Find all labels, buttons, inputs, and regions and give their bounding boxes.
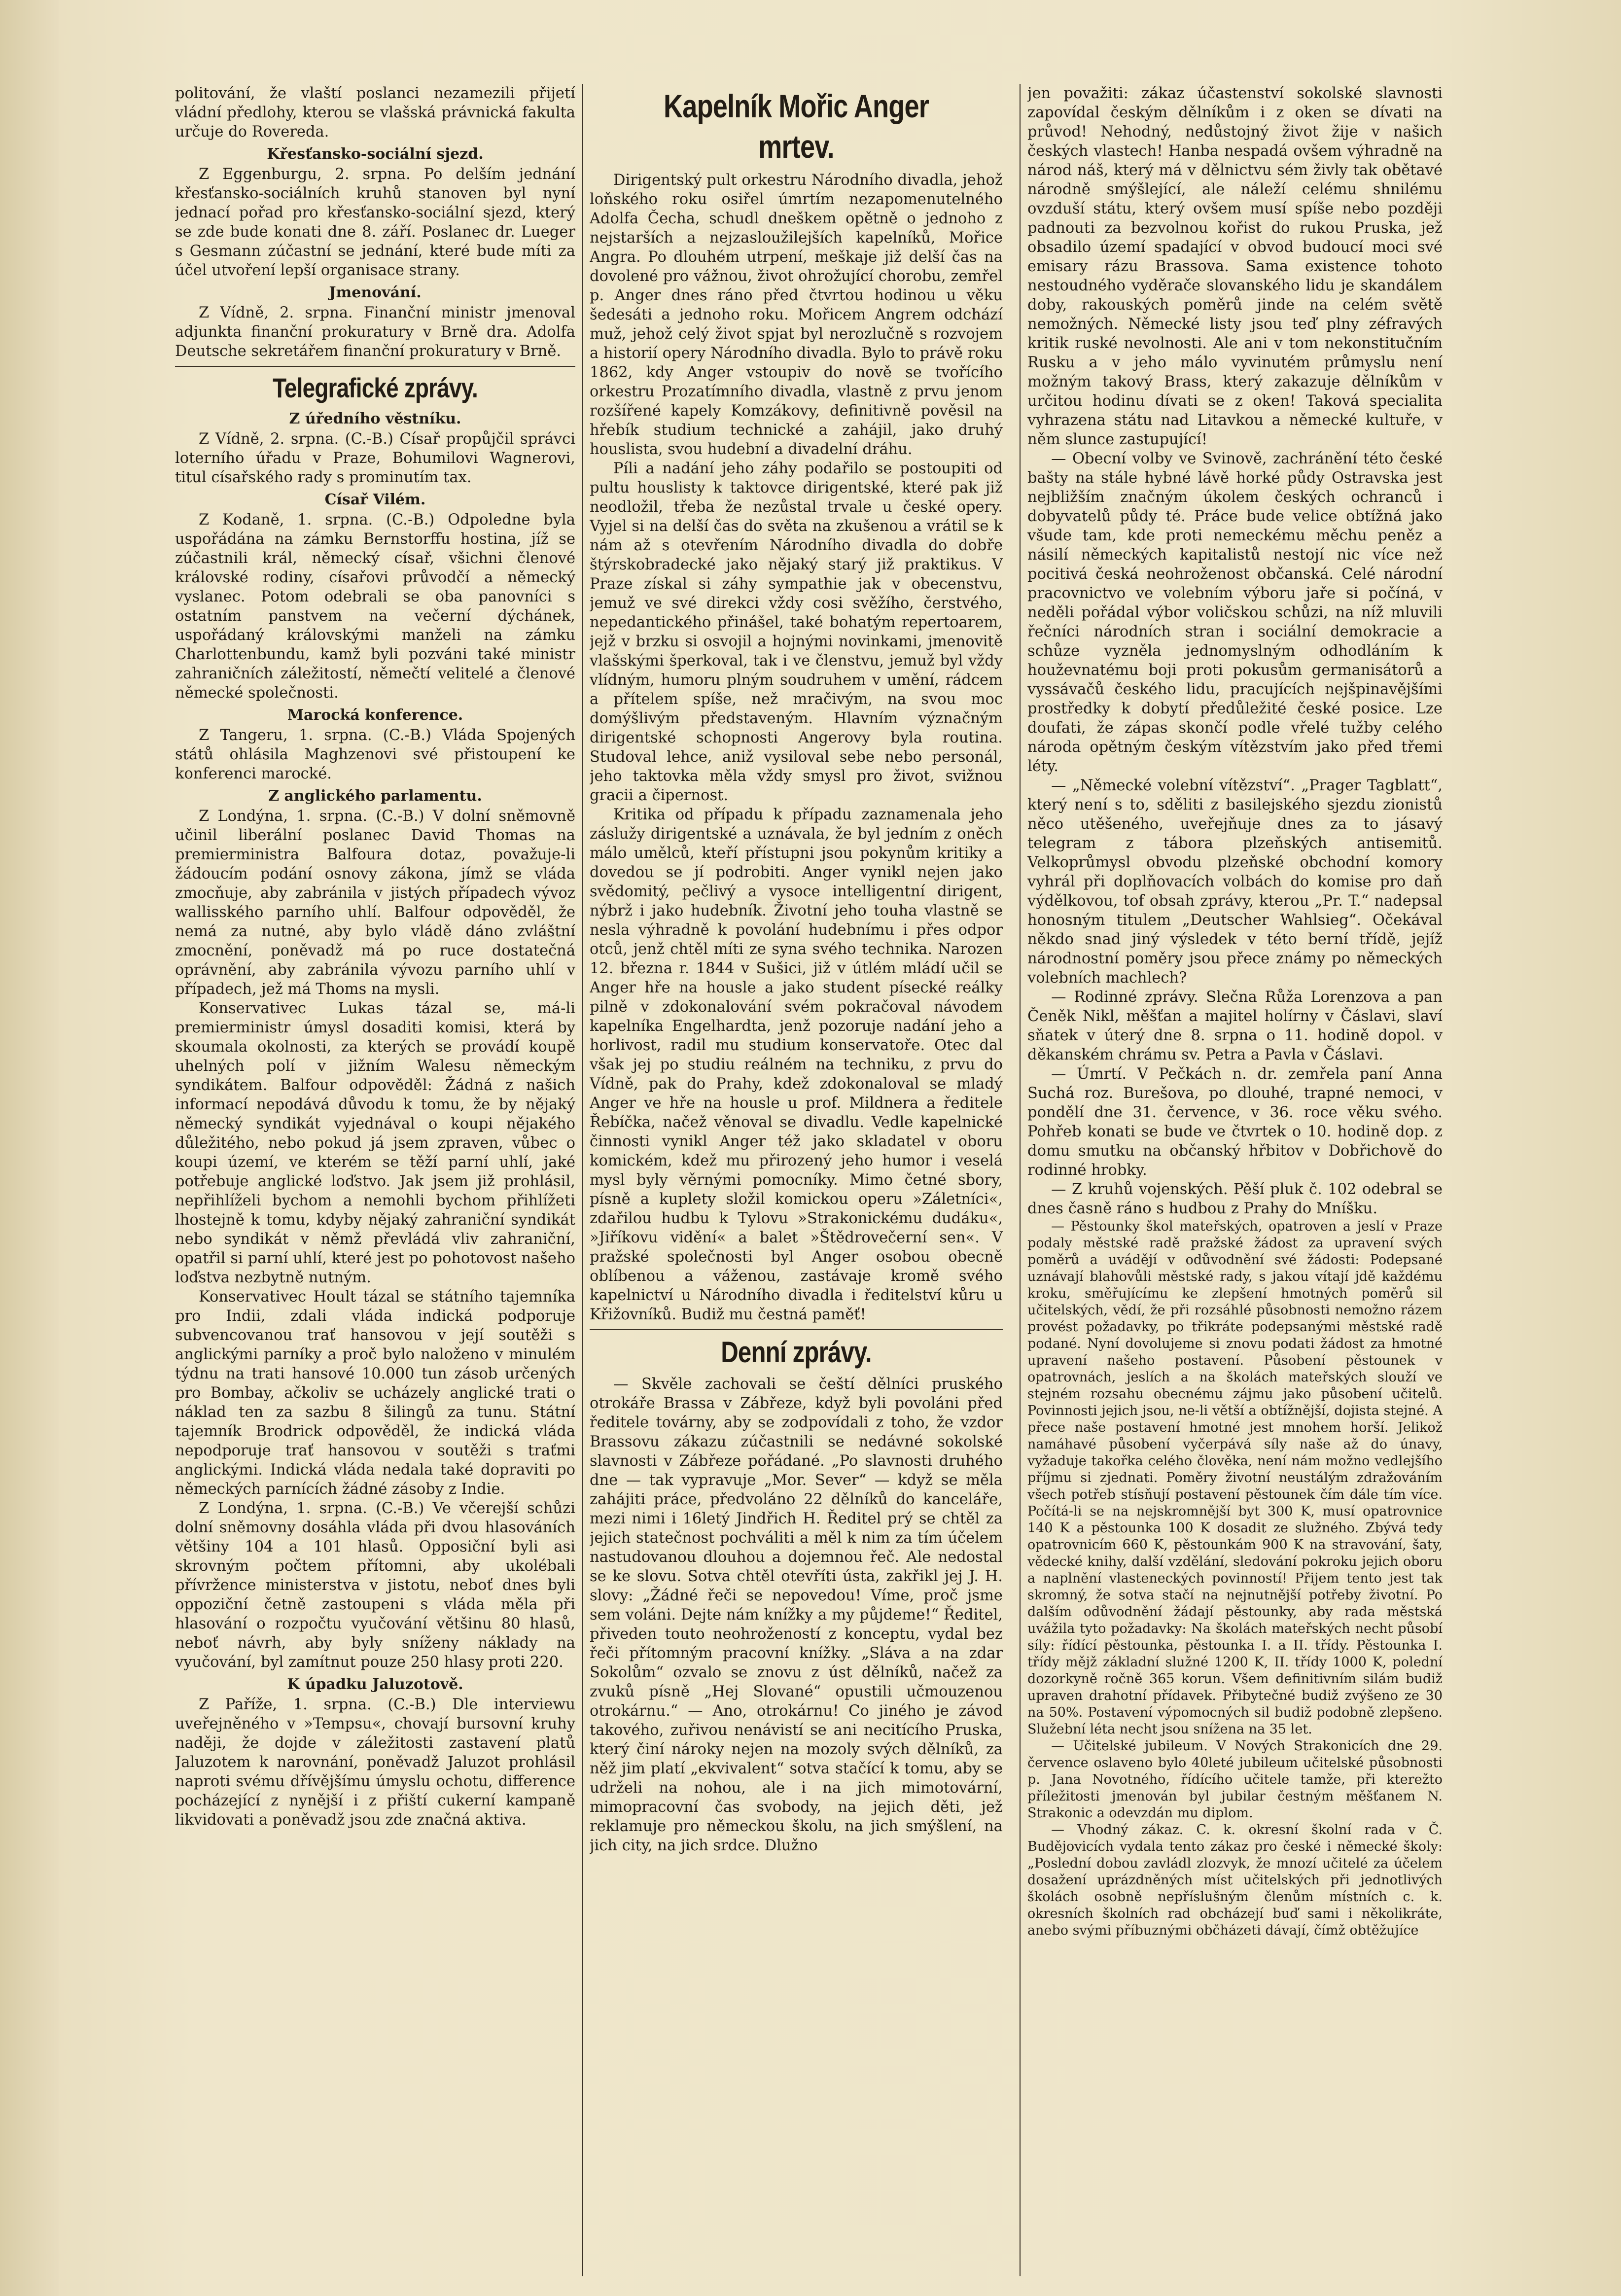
- heading-denni-zpravy: Denní zprávy.: [721, 1336, 872, 1369]
- heading-kapelnik-anger: Kapelník Mořic Anger mrtev.: [664, 88, 929, 165]
- column-rule: [1020, 84, 1021, 2276]
- article-marocka-konference: Z Tangeru, 1. srpna. (C.-B.) Vláda Spojených států ohlásila Maghzenovi své přistoupení ke konferenci marocké.: [175, 727, 575, 782]
- article-anger-1: Dirigentský pult orkestru Národního divadla, jehož loňského roku osiřel úmrtím nezapomenutelného Adolfa Čecha, schudl dneškem opětně o jednoho z nejstarších a nejzasloužilejších kapelníků, Mořice Angra. Po dlouhém utrpení, meškaje již delší čas na dovolené pro vážnou, život ohrožující chorobu, zemřel p. Anger dnes ráno před čtvrtou hodinou u věku šedesáti a jednoho roku. Mořicem Angrem odchází muž, jehož celý život spjat byl nerozlučně s rozvojem a historií opery Národního divadla. Bylo to právě roku 1862, kdy Anger vstoupiv do nově se tvořícího orkestru Prozatímního divadla, vlastně z prvu jenom rozšířené kapely Komzákovy, definitivně pověsil na hřebík studium technické a zahájil, jako druhý houslista, svou hudební a divadelní dráhu.: [590, 172, 1003, 458]
- article-obecni-volby-svinov: — Obecní volby ve Svinově, zachránění této české bašty na stále hybné lávě horké půdy Ostravska jest nejbližším značným úkolem českých ochranců i dobyvatelů půdy té. Práce bude velice obtížná jako všude tam, kde proti nemeckému měchu peněz a násilí německých kapitalistů nestojí nic více než pocitivá česká neohroženost občanská. Celé národní pracovnictvo ve volebním výboru jaře si počíná, v neděli pořádal výbor voličskou schůzi, na níž mluvili řečníci národních stran i sociální demokracie a schůze vyzněla jednomyslným odhodláním k houževnatému boji proti pokusům germanisátorů a vyssávačů českého lidu, pracujících nejšpinavějšími prostředky k dobytí předůležité české posice. Lze doufati, že zápas skončí podle vřelé tužby celého národa opětným českým vítězstvím jako před třemi léty.: [1027, 450, 1443, 775]
- article-uredni-vestnik: Z Vídně, 2. srpna. (C.-B.) Císař propůjčil správci loterního úřadu v Praze, Bohumilovi Wagnerovi, titul císařského rady s prominutím tax.: [175, 430, 575, 486]
- article-continuation: politování, že vlaští poslanci nezamezili přijetí vládní předlohy, kterou se vlašská právnická fakulta určuje do Rovereda.: [175, 85, 575, 141]
- column-1: [175, 84, 575, 2276]
- article-anglicky-parlament-3: Konservativec Hoult tázal se státního tajemníka pro Indii, zdali vláda indická podporuje subvencovanou trať hansovou v její soutěži s anglickými parníky a proč bylo naloženo v minulém týdnu na trati hansové 10.000 tun zásob určených pro Bombay, ačkoliv se ucházely anglické trati o náklad ten za sazbu 8 šilingů za tunu. Státní tajemník Brodrick odpověděl, že indická vláda nepodporuje trať hansovou v soutěži s traťmi anglickými. Indická vláda nedala také dopraviti po německých parnících žádné zásoby z Indie.: [175, 1288, 575, 1498]
- subheading-upadek-jaluzot: K úpadku Jaluzotově.: [287, 1676, 463, 1693]
- subheading-marocka-konference: Marocká konference.: [287, 706, 463, 724]
- subheading-anglicky-parlament: Z anglického parlamentu.: [268, 787, 482, 805]
- column-rule: [582, 84, 583, 2276]
- article-cisar-vilem: Z Kodaně, 1. srpna. (C.-B.) Odpoledne byla uspořádána na zámku Bernstorffu hostina, jíž se zúčastnili král, německý císař, všichni členové královské rodiny, císařovi průvodčí a německý vyslanec. Potom odebrali se oba panovníci s ostatním panstvem na večerní dýchánek, uspořádaný královskými manželi na zámku Charlottenbundu, kamž byli pozváni také ministr zahraničních záležitostí, němečtí velitelé a členové německé společnosti.: [175, 511, 575, 702]
- subheading-jmenovani: Jmenování.: [329, 284, 422, 301]
- subheading-cisar-vilem: Císař Vilém.: [324, 491, 426, 508]
- article-brass-continuation: jen považiti: zákaz účastenství sokolské slavnosti zapovídal českým dělníkům i z oken se dívati na průvod! Nehodný, nedůstojný život žije v našich českých vlastech! Hanba nespadá ovšem výhradně na národ náš, který má v dělnictvu sém živly tak obětavé národně smýšlející, ale náleží celému shnilému ovzduší státu, který ovšem musí spíše nebo později padnouti za bezvolnou kořist do rukou Pruska, jež obsadilo území spadající v obvod budoucí moci své emisary rázu Brassova. Sama existence tohoto nestoudného vyděrače slovanského lidu je skandálem doby, rakouských poměrů jinde na celém světě nemožných. Německé listy jsou teď plny zéfravých kritik ruské nevolnosti. Ale ani v tom nekonstitučním Rusku a v jeho málo vyvinutém průmyslu není možným takový Brass, který zakazuje dělníkům v určitou hodinu dívati se z oken! Taková specialita vyhrazena státu nad Litavkou a německé kultuře, v něm slunce zastupující!: [1027, 85, 1443, 448]
- article-pestounky: — Pěstounky škol mateřských, opatroven a jeslí v Praze podaly městské radě pražské žádost za upravení svých poměrů a uvádějí v odůvodnění své žádosti: Podepsané uznávají blahovůli městské rady, s jakou vítají jdě každému kroku, směřujícímu ke zlepšení hmotných poměrů sil učitelských, vědí, že při rozsáhlé působnosti nemožno rázem provést požadavky, po třikráte podepsanými městské radě podané. Nyní dovolujeme si znovu podati žádost za hmotné upravení našeho postavení. Působení pěstounek v opatrovnách, jeslích a na školách mateřských slouží ve stejném rozsahu obecnému zájmu jako působení učitelů. Povinnosti jejich jsou, ne-li větší a obtížnější, dojista stejné. A přece naše postavení hmotné jest mnohem horší. Jelikož namáhavé působení vyčerpává síly naše až do únavy, vyžaduje takořka celého člověka, není nám možno vedlejšího příjmu si zjednati. Poměry životní neustálým zdražováním všech potřeb stísňují postavení pěstounek čím dále tím více. Počítá-li se na nejskromnější byt 300 K, musí opatrovnice 140 K a pěstounka 100 K dosadit ze služného. Zbývá tedy opatrovnicím 660 K, pěstounkám 900 K na stravování, šaty, vědecké knihy, další vzdělání, sledování pokroku jejich oboru a naplnění vlasteneckých povinností! Přijem tento jest tak skromný, že sotva stačí na nejnutnější potřeby životní. Po dalším odůvodnění žádají pěstounky, aby rada městská uvážila tyto požadavky: Na školách mateřských necht působí síly: řídící pěstounka, pěstounka I. a II. třídy. Pěstounka I. třídy mějž základní služné 1200 K, II. třídy 1000 K, polední dozorkyně ročně 365 korun. Všem definitivním silám budiž upraven drahotní přídavek. Přibytečné budiž zvýšeno ze 30 na 50%. Postavení výpomocných sil budiž podobně zlepšeno. Služební léta necht jsou snížena na 35 let.: [1027, 1219, 1443, 1737]
- column-2: [590, 84, 1003, 2276]
- column-3: [1027, 84, 1443, 2276]
- page-edge: [0, 0, 59, 2296]
- article-anglicky-parlament-4: Z Londýna, 1. srpna. (C.-B.) Ve včerejší schůzi dolní sněmovny dosáhla vláda při dvou hlasováních většiny 104 a 101 hlasů. Opposiční byli asi skrovným počtem přítomni, aby ukolébali přívržence ministerstva v jistotu, neboť dnes byli oppoziční četně zastoupeni s vláda měla při hlasování o rozpočtu vyučování většinu 80 hlasů, neboť návrh, aby byly sníženy náklady na vyučování, byl zamítnut pouze 250 hlasy proti 220.: [175, 1500, 575, 1671]
- article-umrti: — Úmrtí. V Pečkách n. dr. zemřela paní Anna Suchá roz. Burešova, po dlouhé, trapné nemoci, v pondělí dne 31. července, v 36. roce věku svého. Pohřeb konati se bude ve čtvrtek o 10. hodině dop. z domu smutku na občanský hřbitov v Dobřichově do rodinné hrobky.: [1027, 1065, 1443, 1179]
- article-anglicky-parlament-2: Konservativec Lukas tázal se, má-li premierministr úmysl dosaditi komisi, která by skoumala okolnosti, za kterých se provádí koupě uhelných polí v jižním Walesu německým syndikátem. Balfour odpověděl: Žádná z našich informací nepodává důvodu k tomu, že by nějaký německý syndikát vyjednával o koupi nějakého důležitého, nebo pokud já jsem zpraven, vůbec o koupi území, ve kterém se těží parní uhlí, jaké potřebuje anglické loďstvo. Jak jsem již prohlásil, nepřihlíželi bychom a nemohli bychom přihlížeti lhostejně k tomu, kdyby nějaký zahraniční syndikát nebo syndikát v němž převládá vliv zahraniční, opatřil si parní uhlí, které jest po pohotovost našeho loďstva nezbytně nutným.: [175, 1000, 575, 1286]
- subheading-uredni-vestnik: Z úředního věstníku.: [289, 410, 461, 427]
- article-upadek-jaluzot: Z Paříže, 1. srpna. (C.-B.) Dle interviewu uveřejněného v »Tempsu«, chovají bursovní kruhy naději, že dojde v záležitosti zastavení platů Jaluzotem k narovnání, poněvadž Jaluzot prohlásil naproti svému dřívějšímu úmyslu ochotu, difference pocházející z nynější i z přiští cukerní kampaně likvidovati a poněvadž jsou zde značná aktiva.: [175, 1696, 575, 1829]
- article-jmenovani: Z Vídně, 2. srpna. Finanční ministr jmenoval adjunkta finanční prokuratury v Brně dra. Adolfa Deutsche sekretářem finanční prokuratury v Brně.: [175, 304, 575, 360]
- heading-telegraficke-zpravy: Telegrafické zprávy.: [273, 372, 478, 403]
- section-divider: [175, 366, 575, 367]
- article-brass-zabreh: — Skvěle zachovali se čeští dělníci pruského otrokáře Brassa v Zábřeze, když byli povoláni před ředitele továrny, aby se zodpovídali z toho, že vzdor Brassovu zákazu zúčastnili se nedávné sokolské slavnosti v Zábřeze pořádané. „Po slavnosti druhého dne — tak vypravuje „Mor. Sever“ — když se měla zahájiti práce, předvoláno 22 dělníků do kanceláře, mezi nimi i 16letý Jindřich H. Ředitel prý se chtěl za jejich statečnost pochváliti a měl k nim za tím účelem nastudovanou dlouhou a dojemnou řeč. Ale nedostal se ke slovu. Sotva chtěl otevříti ústa, zakřikl jej J. H. slovy: „Žádné řeči se nepovedou! Víme, proč jsme sem voláni. Dejte nám knížky a my půjdeme!“ Ředitel, přiveden touto neohrožeností z konceptu, vydal bez řeči přítomným pracovní knížky. „Sláva a na zdar Sokolům“ ozvalo se znovu z úst dělníků, načež za zvuků písně „Hej Slované“ opustili učmouzenou otrokárnu.“ — Ano, otrokárnu! Co jiného je závod takového, zuřivou nenávistí se ani necitícího Pruska, který činí nároky nejen na mozoly svých dělníků, za něž jim platí „ekvivalent“ sotva stačící k tomu, aby se udrželi na nohou, ale i na jich mimotovární, mimopracovní čas svobody, na jejich děti, jež reklamuje pro německou školu, na jich smýšlení, na jich city, na jich srdce. Dlužno: [590, 1376, 1003, 1854]
- article-anger-2: Píli a nadání jeho záhy podařilo se postoupiti od pultu houslisty k taktovce dirigentské, které pak již neodložil, třeba že nezůstal trvale u české opery. Vyjel si na delší čas do světa na zkušenou a vrátil se k nám až s otevřením Národního divadla do dobře štýrskobradecké jako nějaký starý již praktikus. V Praze získal si záhy sympathie jak v obecenstvu, jemuž ve své direkci vždy cosi svěžího, čerstvého, nepedantického přinášel, také bohatým repertoarem, jejž v brzku si osvojil a hojnými novinkami, jmenovitě vlašskými šperkoval, tak i ve členstvu, jemuž byl vždy vlídným, humoru plným soudruhem v umění, rádcem a přítelem spíše, než mračivým, na svou moc domýšlivým představeným. Hlavním význačným dirigentské schopnosti Angerovy byla routina. Studoval lehce, aniž vysiloval sebe nebo personál, jeho taktovka měla vždy smysl pro život, svižnou gracii a čipernost.: [590, 460, 1003, 804]
- article-rodinne-zpravy: — Rodinné zprávy. Slečna Růža Lorenzova a pan Čeněk Nikl, měšťan a majitel holírny v Čáslavi, slaví sňatek v úterý dne 8. srpna o 11. hodině dopol. v děkanském chrámu sv. Petra a Pavla v Čáslavi.: [1027, 989, 1443, 1063]
- article-vojenske-kruhy: — Z kruhů vojenských. Pěší pluk č. 102 odebral se dnes časně ráno s hudbou z Prahy do Mníšku.: [1027, 1181, 1443, 1217]
- article-krestansko-socialni: Z Eggenburgu, 2. srpna. Po delším jednání křesťansko-sociálních kruhů stanoven byl nyní jednací pořad pro křesťansko-sociální sjezd, který se zde bude konati dne 8. září. Poslanec dr. Lueger s Gesmann zúčastní se jednání, které bude míti za účel utvoření lepší organisace strany.: [175, 166, 575, 279]
- article-ucitelske-jubileum: — Učitelské jubileum. V Nových Strakonicích dne 29. července oslaveno bylo 40leté jubileum učitelské působnosti p. Jana Novotného, řídícího učitele tamže, při kterežto příležitosti jmenován byl jubilar čestným měšťanem N. Strakonic a odevzdán mu diplom.: [1027, 1738, 1443, 1821]
- section-divider: [590, 1329, 1003, 1330]
- article-vhodny-zakaz: — Vhodný zákaz. C. k. okresní školní rada v Č. Budějovicích vydala tento zákaz pro české i německé školy: „Poslední dobou zavládl zlozvyk, že mnozí učitelé za účelem dosažení uprázdněných míst učitelských při jednotlivých školách osobně nepříslušným členům místních c. k. okresních školních rad obcházejí buď sami i několikráte, anebo svými příbuznými občházeti dávají, čímž obtěžujíce: [1027, 1822, 1443, 1938]
- subheading-krestansko-socialni: Křesťansko-sociální sjezd.: [267, 145, 484, 163]
- article-nemecke-volebni-vitezstvi: — „Německé volební vítězství“. „Prager Tagblatt“, který není s to, sděliti z basilejského sjezdu zionistů něco utěšeného, uveřejňuje dnes za to jásavý telegram z tábora plzeňských antisemitů. Velkoprůmysl obvodu plzeňské obchodní komory vyhrál při doplňovacích volbách do komise pro daň výdělkovou, tof obsah zprávy, kterou „Pr. T.“ nadepsal honosným titulem „Deutscher Wahlsieg“. Očekával někdo snad jiný výsledek v této berní třídě, jejíž národnostní poměry jsou přece známy po německých volebních machlech?: [1027, 777, 1443, 987]
- article-anglicky-parlament-1: Z Londýna, 1. srpna. (C.-B.) V dolní sněmovně učinil liberální poslanec David Thomas na premierministra Balfoura dotaz, považuje-li žádoucím podání osnovy zákona, jímž se vláda zmocňuje, aby zabránila v jistých případech vývoz wallisského parního uhlí. Balfour odpověděl, že nemá za nutné, aby bylo vládě dáno zvláštní zmocnění, poněvadž má po ruce dostatečná oprávnění, aby zabránila vývozu parního uhlí v případech, jež má Thoms na mysli.: [175, 808, 575, 998]
- article-anger-3: Kritika od případu k případu zaznamenala jeho záslužy dirigentské a uznávala, že byl jedním z oněch málo umělců, kteří přístupni jsou pokynům kritiky a dovedou se jí podrobiti. Anger vynikl nejen jako svědomitý, pečlivý a vysoce intelligentní dirigent, nýbrž i jako hudebník. Životní jeho touha vlastně se nesla výhradně k povolání hudebnímu i přes odpor otců, jenž chtěl míti ze syna svého technika. Narozen 12. března r. 1844 v Sušici, již v útlém mládí učil se Anger hře na housle a jako student písecké reálky pilně v zdokonalování svém pokračoval návodem kapelníka Engelhardta, jenž pozoruje nadání jeho a horlivost, radil mu studium konservatoře. Otec dal však jej po studiu reálném na techniku, z prvu do Vídně, pak do Prahy, kdež zdokonaloval se mladý Anger ve hře na housle u prof. Mildnera a ředitele Řebíčka, načež věnoval se divadlu. Vedle kapelnické činnosti vynikl Anger též jako skladatel v oboru komickém, kdež mu přirozený jeho humor i veselá mysl byly věrnými pomocníky. Mimo četné sbory, písně a kuplety složil komickou operu »Záletníci«, zdařilou hudbu k Tylovu »Strakonickému dudáku«, »Jiříkovu vidění« a balet »Štědrovečerní sen«. V pražské společnosti byl Anger osobou obecně oblíbenou a váženou, zastávaje kromě svého kapelnictví u Národního divadla i ředitelství kůru u Křižovníků. Budiž mu čestná paměť!: [590, 806, 1003, 1323]
